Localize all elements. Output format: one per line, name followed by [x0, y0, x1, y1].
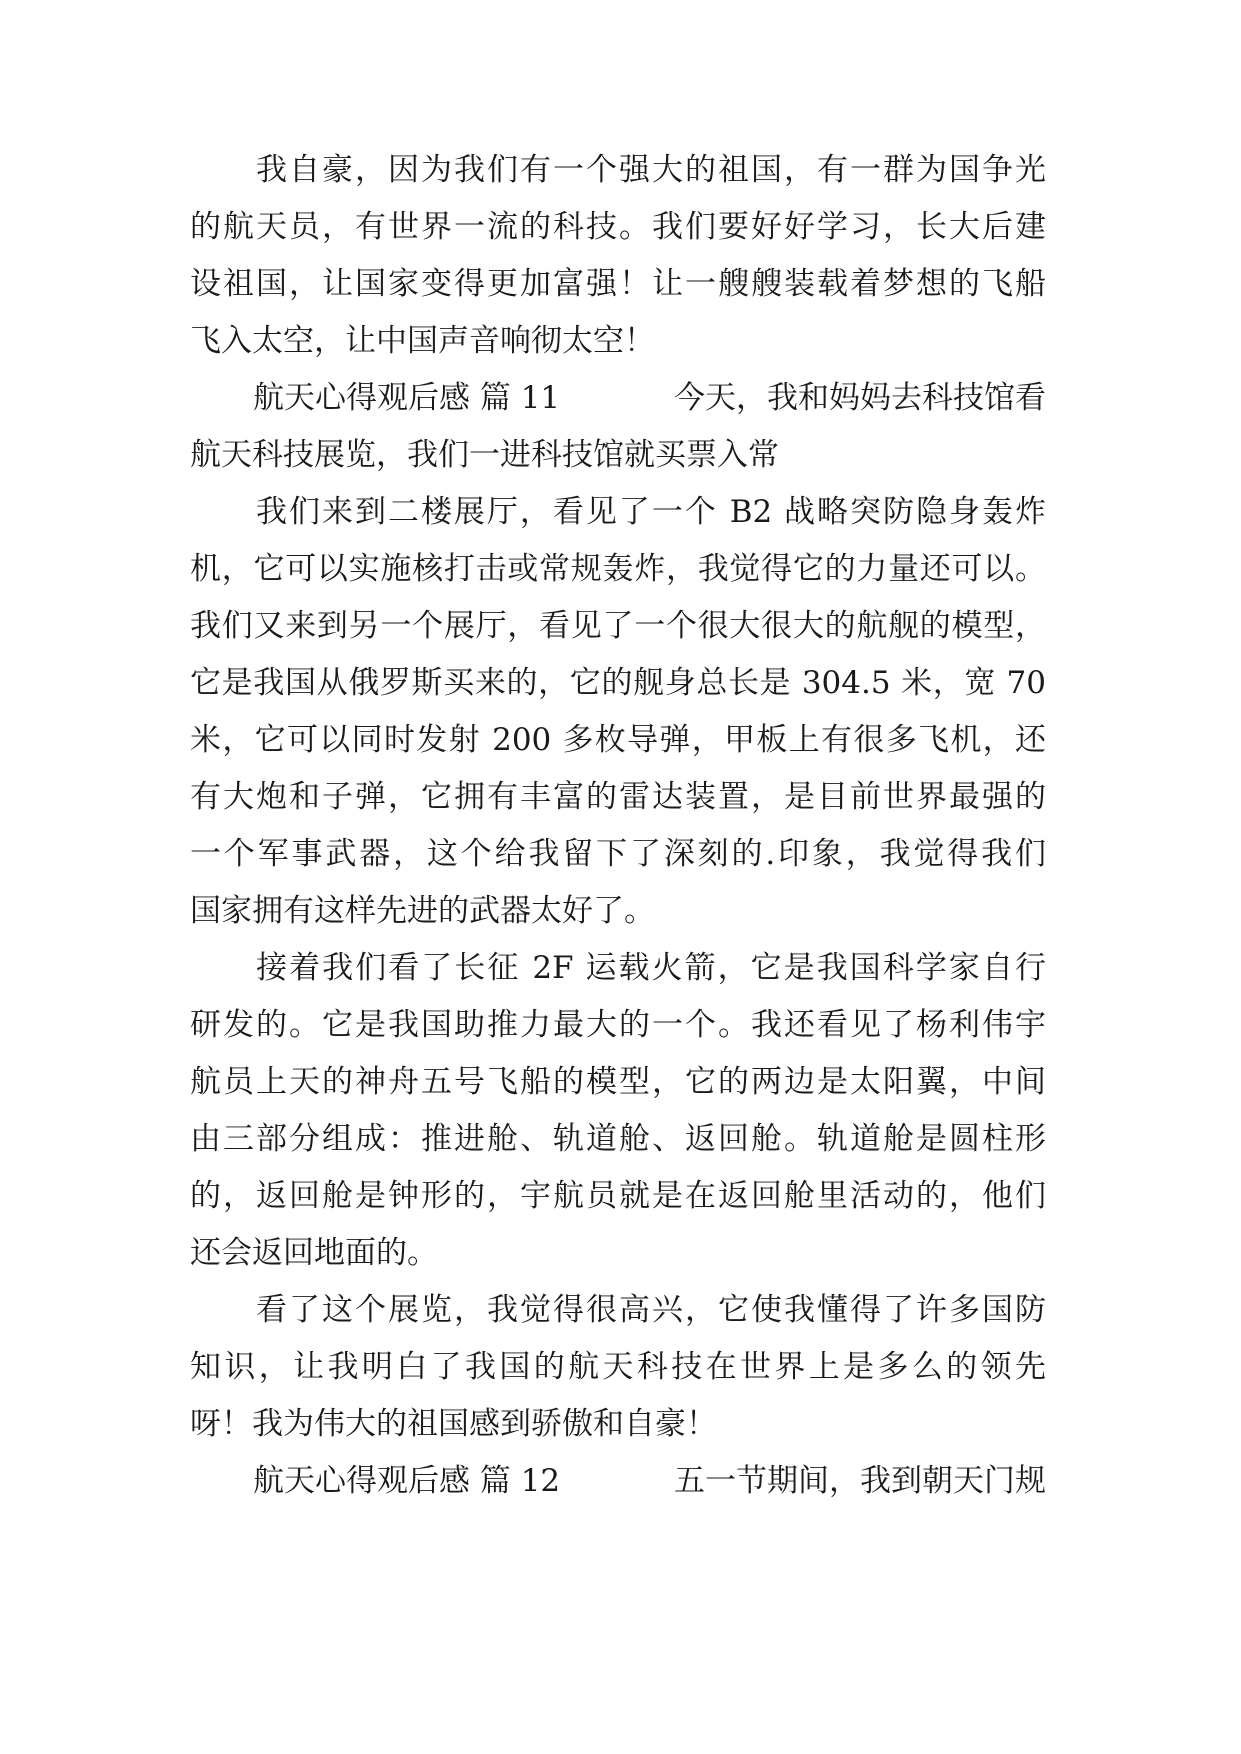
text-line: 还会返回地面的。 [190, 1235, 438, 1271]
text-line: 由三部分组成：推进舱、轨道舱、返回舱。轨道舱是圆柱形 [190, 1121, 1046, 1157]
text-line: 机，它可以实施核打击或常规轰炸，我觉得它的力量还可以。 [190, 551, 1046, 587]
section-heading-11 [190, 378, 1046, 418]
text-line: 有大炮和子弹，它拥有丰富的雷达装置，是目前世界最强的 [190, 779, 1046, 815]
section-intro-12: 五一节期间，我到朝天门规 [674, 1463, 1046, 1499]
section-title-11: 航天心得观后感 篇 11 [253, 380, 561, 416]
text-line: 航天科技展览，我们一进科技馆就买票入常 [190, 437, 779, 473]
text-line: 设祖国，让国家变得更加富强！让一艘艘装载着梦想的飞船 [190, 266, 1046, 302]
text-line: 国家拥有这样先进的武器太好了。 [190, 893, 655, 929]
text-line: 的，返回舱是钟形的，宇航员就是在返回舱里活动的，他们 [190, 1178, 1046, 1214]
text-line: 看了这个展览，我觉得很高兴，它使我懂得了许多国防 [190, 1292, 1046, 1328]
text-line: 它是我国从俄罗斯买来的，它的舰身总长是 304.5 米，宽 70 [190, 665, 1046, 701]
text-line: 航员上天的神舟五号飞船的模型，它的两边是太阳翼，中间 [190, 1064, 1046, 1100]
text-line: 我们来到二楼展厅，看见了一个 B2 战略突防隐身轰炸 [190, 494, 1046, 530]
text-line: 我们又来到另一个展厅，看见了一个很大很大的航舰的模型， [190, 608, 1046, 644]
text-line: 的航天员，有世界一流的科技。我们要好好学习，长大后建 [190, 209, 1046, 245]
text-line: 呀！我为伟大的祖国感到骄傲和自豪！ [190, 1406, 717, 1442]
text-line: 一个军事武器，这个给我留下了深刻的.印象，我觉得我们 [190, 836, 1046, 872]
section-intro-11: 今天，我和妈妈去科技馆看 [674, 380, 1046, 416]
section-heading-12 [190, 1461, 1046, 1501]
text-line: 飞入太空，让中国声音响彻太空！ [190, 323, 655, 359]
section-title-12: 航天心得观后感 篇 12 [253, 1463, 561, 1499]
text-line: 米，它可以同时发射 200 多枚导弹，甲板上有很多飞机，还 [190, 722, 1046, 758]
text-line: 知识，让我明白了我国的航天科技在世界上是多么的领先 [190, 1349, 1046, 1385]
text-line: 研发的。它是我国助推力最大的一个。我还看见了杨利伟宇 [190, 1007, 1046, 1043]
text-line: 我自豪，因为我们有一个强大的祖国，有一群为国争光 [190, 152, 1046, 188]
text-line: 接着我们看了长征 2F 运载火箭，它是我国科学家自行 [190, 950, 1046, 986]
